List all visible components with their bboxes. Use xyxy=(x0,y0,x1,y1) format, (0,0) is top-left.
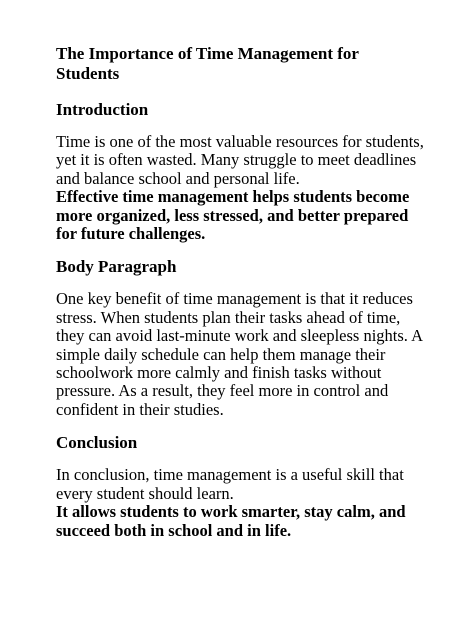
document-page xyxy=(56,44,426,540)
section-heading-introduction: Introduction xyxy=(56,100,149,119)
conclusion-paragraph: In conclusion, time management is a useful skill that every student should learn. xyxy=(56,465,404,503)
body-paragraph: One key benefit of time management is that it reduces stress. When students plan their tasks ahead of time, they can avoid last-minute work and sleepless nights. A simple daily schedule can help them manage their schoolwork more calmly and finish tasks without pressure. As a result, they feel more in control and confident in their studies. xyxy=(56,289,423,419)
thesis-statement: Effective time management helps students become more organized, less stressed, and better prepared for future challenges. xyxy=(56,187,410,244)
section-heading-conclusion: Conclusion xyxy=(56,433,138,453)
document-title: The Importance of Time Management for Students xyxy=(56,44,359,83)
conclusion-statement: It allows students to work smarter, stay calm, and succeed both in school and in life. xyxy=(56,502,406,540)
introduction-paragraph: Time is one of the most valuable resources for students, yet it is often wasted. Many struggle to meet deadlines and balance school and personal life. xyxy=(56,132,424,188)
section-heading-body: Body Paragraph xyxy=(56,257,177,277)
